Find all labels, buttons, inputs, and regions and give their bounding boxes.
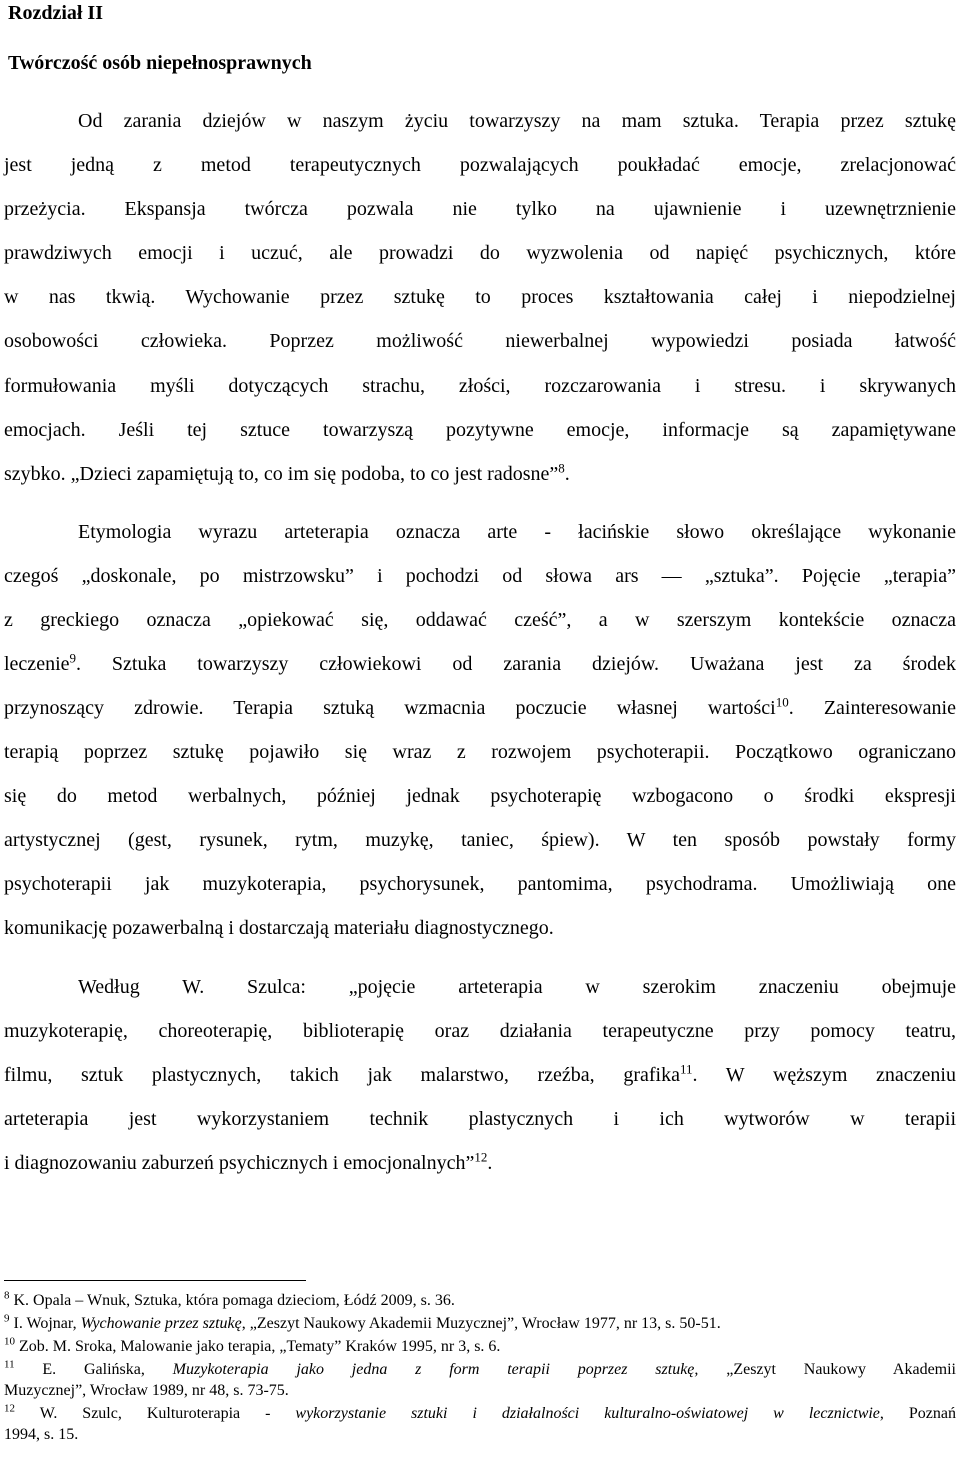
footnote-number: 11 bbox=[4, 1358, 15, 1371]
paragraph-line bbox=[4, 642, 956, 686]
footnote-text: K. Opala – Wnuk, Sztuka, która pomaga dzieciom, Łódź 2009, s. 36. bbox=[9, 1292, 455, 1309]
footnote-text: , „Zeszyt Naukowy Akademii Muzycznej”, Wrocław 1977, nr 13, s. 50-51. bbox=[241, 1315, 721, 1332]
paragraph-line: jest jedną z metod terapeutycznych pozwalających poukładać emocje, zrelacjonować bbox=[4, 154, 956, 177]
paragraph-line: w nas tkwią. Wychowanie przez sztukę to proces kształtowania całej i niepodzielnej bbox=[4, 286, 956, 309]
footnote-line bbox=[4, 1403, 956, 1424]
footnote-line bbox=[4, 1359, 956, 1380]
footnote-line: Muzycznej”, Wrocław 1989, nr 48, s. 73-75. bbox=[4, 1382, 289, 1399]
footnote-number: 8 bbox=[4, 1289, 10, 1302]
paragraph-line: czegoś „doskonale, po mistrzowsku” i pochodzi od słowa ars ― „sztuka”. Pojęcie „terapia” bbox=[4, 565, 956, 587]
footnote-line bbox=[4, 1336, 956, 1357]
paragraph-line bbox=[4, 1053, 956, 1097]
paragraph-line: prawdziwych emocji i uczuć, ale prowadzi do wyzwolenia od napięć psychicznych, które bbox=[4, 242, 956, 265]
footnote-line: 1994, s. 15. bbox=[4, 1426, 79, 1443]
footnote-number: 10 bbox=[4, 1335, 15, 1348]
paragraph-line: Według W. Szulca: „pojęcie arteterapia w szerokim znaczeniu obejmuje bbox=[78, 976, 956, 998]
footnote-line bbox=[4, 1313, 956, 1334]
paragraph-1 bbox=[4, 99, 956, 496]
line-text: leczenie bbox=[4, 653, 70, 675]
chapter-heading: Rozdział II bbox=[8, 2, 103, 24]
line-text: szybko. „Dzieci zapamiętują to, co im się podoba, to co jest radosne” bbox=[4, 462, 559, 485]
paragraph-line: Od zarania dziejów w naszym życiu towarzyszy na mam sztuka. Terapia przez sztukę bbox=[78, 110, 956, 132]
paragraph-line: Etymologia wyrazu arteterapia oznacza arte - łacińskie słowo określające wykonanie bbox=[78, 521, 956, 543]
footnote-11 bbox=[4, 1359, 956, 1401]
paragraph-line: przeżycia. Ekspansja twórcza pozwala nie tylko na ujawnienie i uzewnętrznienie bbox=[4, 198, 956, 221]
footnote-12 bbox=[4, 1403, 956, 1445]
paragraph-line: formułowania myśli dotyczących strachu, złości, rozczarowania i stresu. i skrywanych bbox=[4, 374, 956, 397]
line-text: . Zainteresowanie bbox=[788, 697, 956, 719]
paragraph-line: emocjach. Jeśli tej sztuce towarzyszą pozytywne emocje, informacje są zapamiętywane bbox=[4, 418, 956, 441]
paragraph-line: się do metod werbalnych, później jednak psychoterapię wzbogacono o środki ekspresji bbox=[4, 785, 956, 807]
footnote-text: W. Szulc, Kulturoterapia - bbox=[15, 1405, 296, 1422]
footnote-8 bbox=[4, 1290, 956, 1311]
paragraph-line: z greckiego oznacza „opiekować się, oddawać cześć”, a w szerszym kontekście oznacza bbox=[4, 609, 956, 631]
line-text: filmu, sztuk plastycznych, takich jak malarstwo, rzeźba, grafika bbox=[4, 1064, 680, 1086]
line-text: . bbox=[564, 462, 570, 485]
paragraph-line: komunikację pozawerbalną i dostarczają materiału diagnostycznego. bbox=[4, 917, 554, 939]
footnote-ref[interactable]: 12 bbox=[474, 1149, 488, 1165]
paragraph-line: psychoterapii jak muzykoterapia, psychorysunek, pantomima, psychodrama. Umożliwiają one bbox=[4, 873, 956, 895]
paragraph-line bbox=[4, 1141, 956, 1185]
paragraph-line: osobowości człowieka. Poprzez możliwość niewerbalnej wypowiedzi posiada łatwość bbox=[4, 330, 956, 353]
section-title: Twórczość osób niepełnosprawnych bbox=[8, 52, 312, 74]
line-text: i diagnozowaniu zaburzeń psychicznych i emocjonalnych” bbox=[4, 1152, 475, 1174]
footnotes bbox=[4, 1290, 956, 1447]
footnote-ref[interactable]: 11 bbox=[679, 1061, 693, 1077]
footnote-ref[interactable]: 8 bbox=[558, 460, 565, 476]
line-text: . bbox=[487, 1152, 493, 1174]
line-text: . W węższym znaczeniu bbox=[692, 1064, 956, 1086]
line-text: przynoszący zdrowie. Terapia sztuką wzmacnia poczucie własnej wartości bbox=[4, 697, 776, 719]
paragraph-2 bbox=[4, 510, 956, 950]
footnote-ref[interactable]: 10 bbox=[775, 694, 789, 710]
footnote-title: Wychowanie przez sztukę bbox=[80, 1315, 242, 1332]
paragraph-line: muzykoterapię, choreoterapię, biblioterapię oraz działania terapeutyczne przy pomocy teatru, bbox=[4, 1020, 956, 1042]
footnote-line bbox=[4, 1290, 956, 1311]
paragraph-line: arteterapia jest wykorzystaniem technik plastycznych i ich wytworów w terapii bbox=[4, 1108, 956, 1130]
footnote-9 bbox=[4, 1313, 956, 1334]
footnote-text: Zob. M. Sroka, Malowanie jako terapia, „Tematy” Kraków 1995, nr 3, s. 6. bbox=[15, 1338, 501, 1355]
line-text: . Sztuka towarzyszy człowiekowi od zarania dziejów. Uważana jest za środek bbox=[76, 653, 956, 675]
footnote-text: E. Galińska, bbox=[14, 1361, 173, 1378]
footnote-separator bbox=[4, 1280, 306, 1281]
footnote-text: „Zeszyt Naukowy Akademii bbox=[698, 1361, 957, 1378]
paragraph-line: terapią poprzez sztukę pojawiło się wraz z rozwojem psychoterapii. Początkowo ograniczano bbox=[4, 741, 956, 763]
paragraph-3 bbox=[4, 965, 956, 1185]
footnote-10 bbox=[4, 1336, 956, 1357]
footnote-ref[interactable]: 9 bbox=[69, 650, 76, 666]
footnote-number: 12 bbox=[4, 1402, 15, 1415]
paragraph-line bbox=[4, 686, 956, 730]
footnote-number: 9 bbox=[4, 1312, 10, 1325]
footnote-text: I. Wojnar, bbox=[9, 1315, 81, 1332]
paragraph-line bbox=[4, 452, 956, 496]
footnote-title: Muzykoterapia jako jedna z form terapii poprzez sztukę, bbox=[172, 1361, 699, 1378]
footnote-title: wykorzystanie sztuki i działalności kulturalno-oświatowej w lecznictwie bbox=[295, 1405, 880, 1422]
paragraph-line: artystycznej (gest, rysunek, rytm, muzykę, taniec, śpiew). W ten sposób powstały formy bbox=[4, 829, 956, 851]
footnote-text: , Poznań bbox=[879, 1405, 956, 1422]
